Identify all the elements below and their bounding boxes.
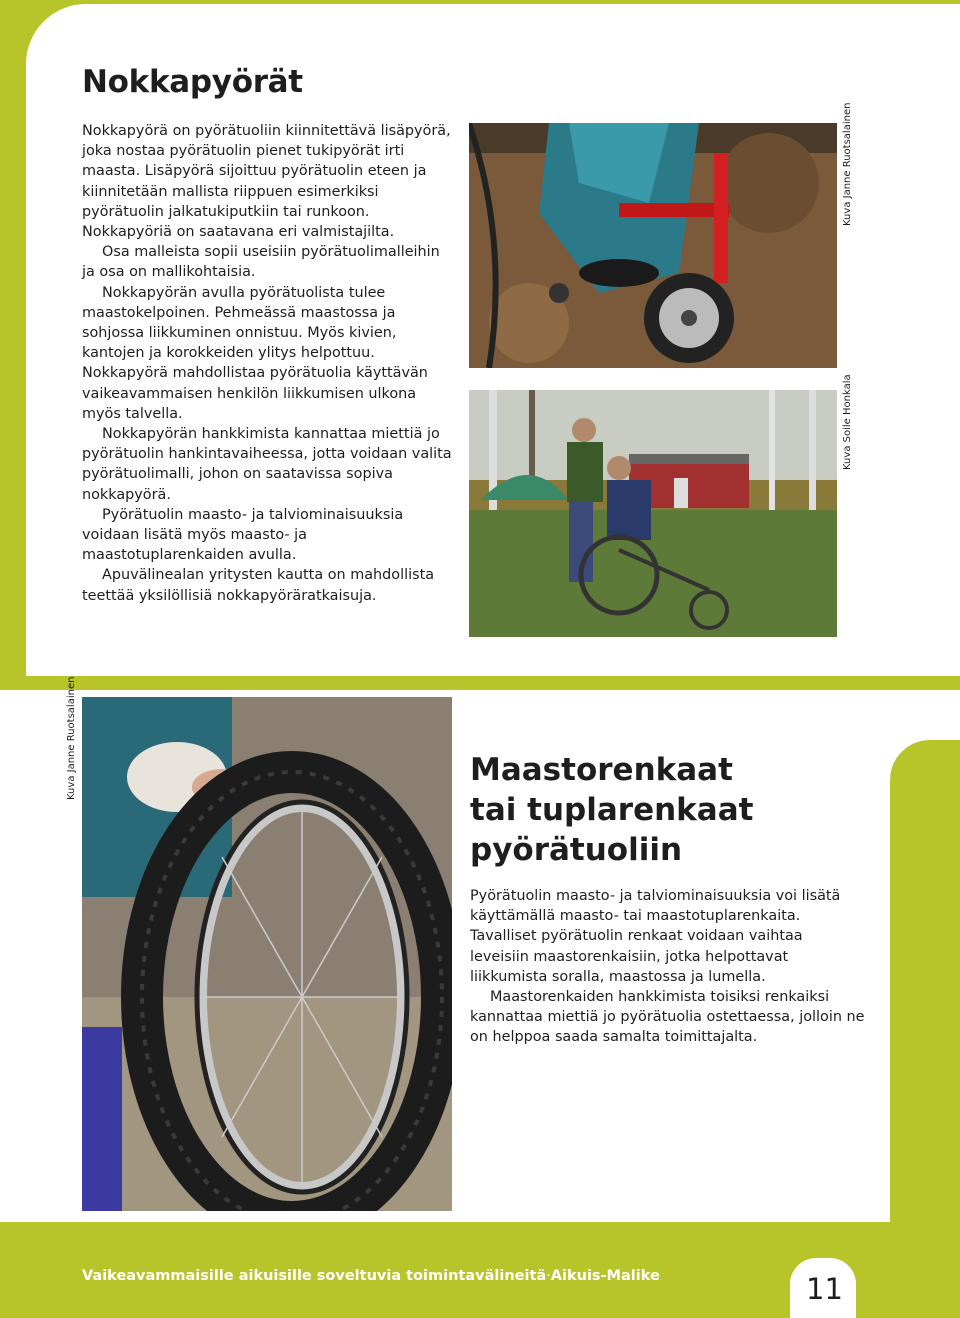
photo-caster-wheel [469,123,837,368]
section2-body [470,886,865,1048]
paragraph: Osa malleista sopii useisiin pyörätuolimalleihin ja osa on mallikohtaisia. [82,244,440,281]
paragraph: Maastorenkaiden hankkimista toisiksi renkaiksi kannattaa miettiä jo pyörätuolia ostettaessa, jolloin ne on helppoa saada samalta toimittajalta. [470,989,865,1046]
photo-wheelchair-outdoors [469,390,837,637]
photo-credit-top: Kuva Janne Ruotsalainen [842,102,853,226]
footer-publication-title [82,1268,660,1284]
page-number: 11 [806,1272,843,1306]
footer-separator: · [546,1268,551,1284]
paragraph: Pyörätuolin maasto- ja talviominaisuuksia voi lisätä käyttämällä maasto- tai maastotuplarenkaita. Tavalliset pyörätuolin renkaat voidaan vaihtaa leveisiin maastorenkaisiin, jotka helpottavat liikkumista soralla, maastossa ja lumella. [470,888,841,985]
paragraph: Nokkapyörän avulla pyörätuolista tulee maastokelpoinen. Pehmeässä maastossa ja sohjossa liikkuminen onnistuu. Myös kivien, kantojen ja korokkeiden ylitys helpottuu. Nokkapyörä mahdollistaa pyörätuolia käyttävän vaikeavammaisen henkilön liikkumisen ulkona myös talvella. [82,284,428,422]
photo-terrain-tire [82,697,452,1211]
section-title-maastorenkaat [470,750,870,870]
section1-body [82,121,452,606]
section-title-nokkapyorat: Nokkapyörät [82,64,303,100]
footer-text: Vaikeavammaisille aikuisille soveltuvia toimintavälineitä [82,1268,547,1284]
footer-org: Aikuis-Malike [550,1268,660,1284]
paragraph: Nokkapyörä on pyörätuoliin kiinnitettävä lisäpyörä, joka nostaa pyörätuolin pienet tukipyörät irti maasta. Lisäpyörä sijoittuu pyörätuolin eteen ja kiinnitetään mallista riippuen esimerkiksi pyörätuolin jalkatukiputkiin tai runkoon. Nokkapyöriä on saatavana eri valmistajilta. [82,123,451,241]
accent-side-strip [890,740,960,1222]
photo-credit-bottom: Kuva Janne Ruotsalainen [66,676,77,800]
subtitle-line: tai tuplarenkaat [470,792,754,828]
photo-credit-middle: Kuva Soile Honkala [842,374,853,470]
subtitle-line: pyörätuoliin [470,832,683,868]
subtitle-line: Maastorenkaat [470,752,733,788]
paragraph: Pyörätuolin maasto- ja talviominaisuuksia voidaan lisätä myös maasto- ja maastotuplarenkaiden avulla. [82,506,404,564]
paragraph: Nokkapyörän hankkimista kannattaa miettiä jo pyörätuolin hankintavaiheessa, jotta voidaan valita pyörätuolimalli, johon on saatavissa sopiva nokkapyörä. [82,426,452,503]
paragraph: Apuvälinealan yritysten kautta on mahdollista teettää yksilöllisiä nokkapyöräratkaisuja. [82,567,435,604]
